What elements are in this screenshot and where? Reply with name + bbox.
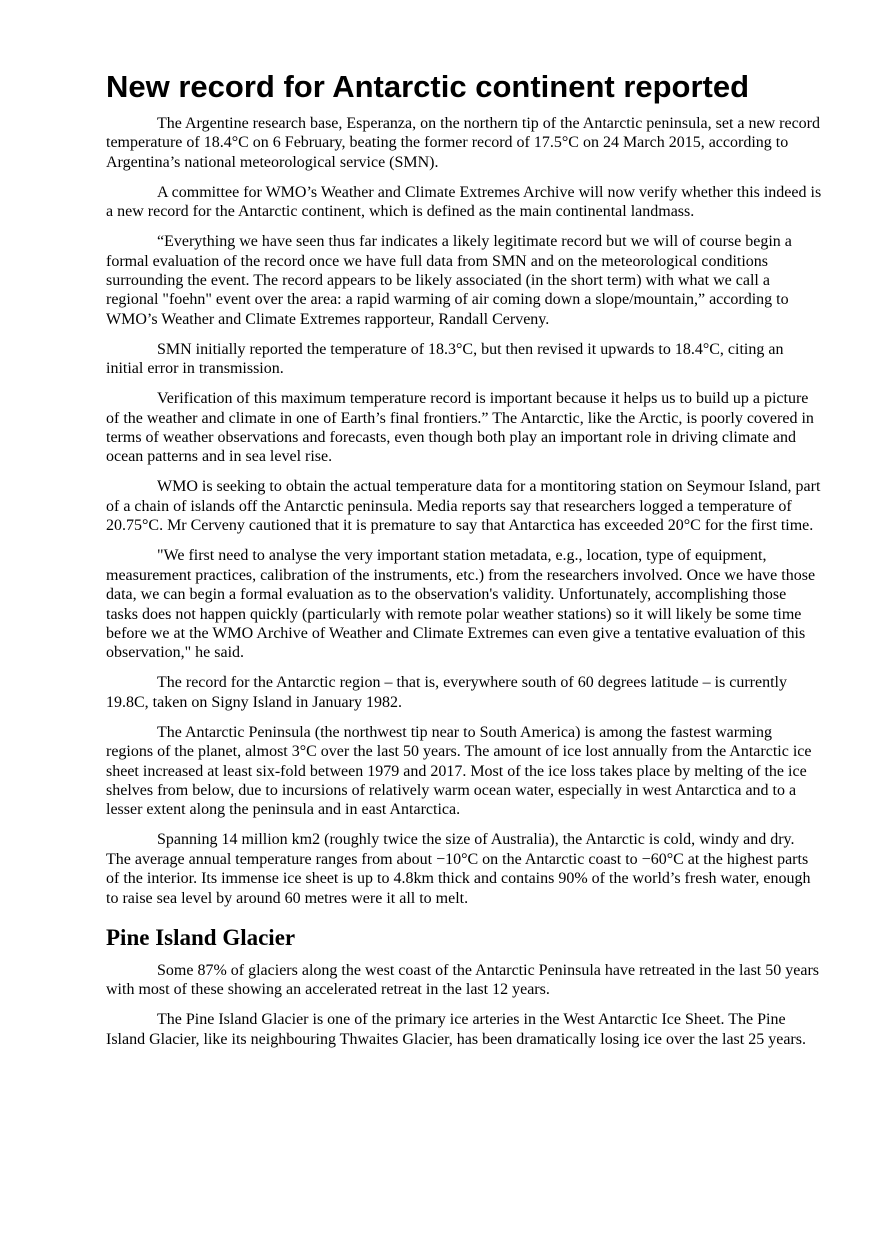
paragraph: A committee for WMO’s Weather and Climate Extremes Archive will now verify whether this indeed is a new record for the Antarctic continent, which is defined as the main continental landmass. xyxy=(106,183,822,221)
paragraph: Verification of this maximum temperature record is important because it helps us to build up a picture of the weather and climate in one of Earth’s final frontiers.” The Antarctic, like the Arctic, is poorly covered in terms of weather observations and forecasts, even though both play an important role in driving climate and ocean patterns and in sea level rise. xyxy=(106,390,814,466)
paragraph: SMN initially reported the temperature of 18.3°C, but then revised it upwards to 18.4°C, citing an initial error in transmission. xyxy=(106,340,784,378)
paragraph: WMO is seeking to obtain the actual temperature data for a montitoring station on Seymour Island, part of a chain of islands off the Antarctic peninsula. Media reports say that researchers logged a temperature of 20.75°C. Mr Cerveny cautioned that it is premature to say that Antarctica has exceeded 20°C for the first time. xyxy=(106,478,821,535)
paragraph: Spanning 14 million km2 (roughly twice the size of Australia), the Antarctic is cold, windy and dry. The average annual temperature ranges from about −10°C on the Antarctic coast to −60°C at the highest parts of the interior. Its immense ice sheet is up to 4.8km thick and contains 90% of the world’s fresh water, enough to raise sea level by around 60 metres were it all to melt. xyxy=(106,831,811,907)
document-page xyxy=(106,68,822,1060)
section-heading: Pine Island Glacier xyxy=(106,924,296,950)
paragraph: "We first need to analyse the very important station metadata, e.g., location, type of equipment, measurement practices, calibration of the instruments, etc.) from the researchers involved. Once we have those data, we can begin a formal evaluation as to the observation's validity. Unfortunately, accomplishing those tasks does not happen quickly (particularly with remote polar weather stations) so it will likely be some time before we at the WMO Archive of Weather and Climate Extremes can even give a tentative evaluation of this observation," he said. xyxy=(106,547,816,662)
paragraph: The Antarctic Peninsula (the northwest tip near to South America) is among the fastest warming regions of the planet, almost 3°C over the last 50 years. The amount of ice lost annually from the Antarctic ice sheet increased at least six-fold between 1979 and 2017. Most of the ice loss takes place by melting of the ice shelves from below, due to incursions of relatively warm ocean water, especially in west Antarctica and to a lesser extent along the peninsula and in east Antarctica. xyxy=(106,723,812,819)
paragraph: The Argentine research base, Esperanza, on the northern tip of the Antarctic peninsula, set a new record temperature of 18.4°C on 6 February, beating the former record of 17.5°C on 24 March 2015, according to Argentina’s national meteorological service (SMN). xyxy=(106,115,820,171)
paragraph: Some 87% of glaciers along the west coast of the Antarctic Peninsula have retreated in the last 50 years with most of these showing an accelerated retreat in the last 12 years. xyxy=(106,961,820,999)
paragraph: “Everything we have seen thus far indicates a likely legitimate record but we will of course begin a formal evaluation of the record once we have full data from SMN and on the meteorological conditions surrounding the event. The record appears to be likely associated (in the short term) with what we call a regional "foehn" event over the area: a rapid warming of air coming down a slope/mountain,” according to WMO’s Weather and Climate Extremes rapporteur, Randall Cerveny. xyxy=(106,233,792,328)
paragraph: The record for the Antarctic region – that is, everywhere south of 60 degrees latitude – is currently 19.8C, taken on Signy Island in January 1982. xyxy=(106,674,787,711)
page-title: New record for Antarctic continent reported xyxy=(106,69,750,104)
paragraph: The Pine Island Glacier is one of the primary ice arteries in the West Antarctic Ice Sheet. The Pine Island Glacier, like its neighbouring Thwaites Glacier, has been dramatically losing ice over the last 25 years. xyxy=(106,1011,806,1048)
